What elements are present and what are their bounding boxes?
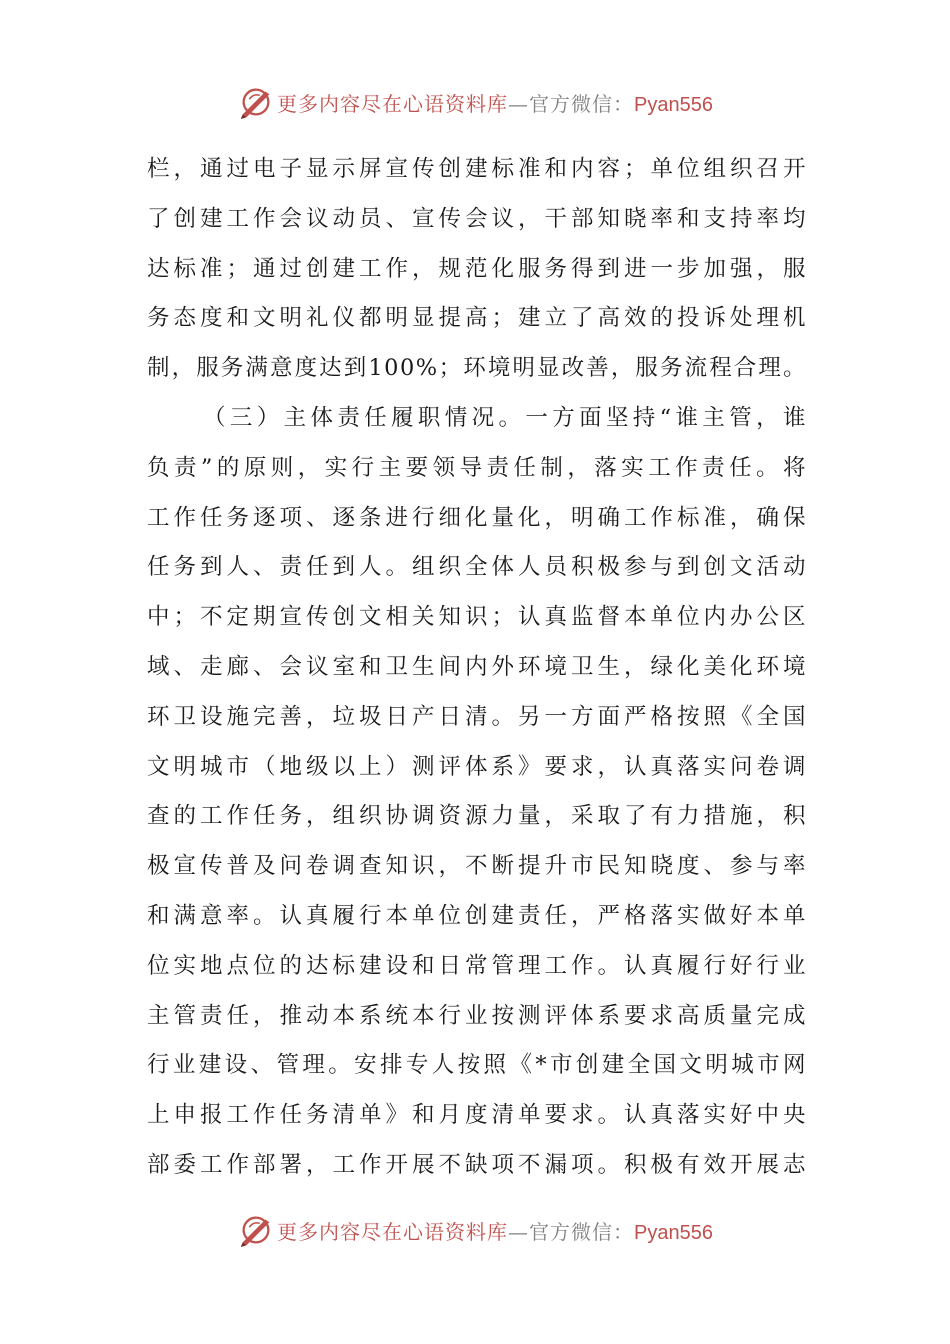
text-line: 达标准；通过创建工作，规范化服务得到进一步加强，服 <box>147 255 807 282</box>
pen-logo-icon <box>237 1211 275 1249</box>
banner-text <box>277 1216 713 1245</box>
text-line: 栏，通过电子显示屏宣传创建标准和内容；单位组织召开 <box>147 156 807 182</box>
text-line: 域、走廊、会议室和卫生间内外环境卫生，绿化美化环境 <box>147 653 807 680</box>
pen-logo-icon <box>237 83 275 121</box>
text-line: 负责”的原则，实行主要领导责任制，落实工作责任。将 <box>147 454 807 481</box>
text-line: 主管责任，推动本系统本行业按测评体系要求高质量完成 <box>147 1002 807 1029</box>
header-banner <box>0 80 950 124</box>
text-line: 上申报工作任务清单》和月度清单要求。认真落实好中央 <box>147 1102 807 1129</box>
text-line: 行业建设、管理。安排专人按照《*市创建全国文明城市网 <box>147 1052 807 1079</box>
banner-wechat-label: —官方微信： <box>508 1219 635 1244</box>
banner-wechat-label: —官方微信： <box>508 91 635 116</box>
paragraph-main-responsibility <box>147 394 807 1191</box>
banner-wechat-id: Pyan556 <box>634 1221 713 1244</box>
text-line: 中；不定期宣传创文相关知识；认真监督本单位内办公区 <box>147 604 807 631</box>
text-line: 了创建工作会议动员、宣传会议，干部知晓率和支持率均 <box>147 205 807 232</box>
text-line: 文明城市（地级以上）测评体系》要求，认真落实问卷调 <box>147 753 807 780</box>
banner-site-name: 更多内容尽在心语资料库 <box>277 1219 509 1244</box>
text-line: 务态度和文明礼仪都明显提高；建立了高效的投诉处理机 <box>147 305 807 332</box>
text-line: 位实地点位的达标建设和日常管理工作。认真履行好行业 <box>147 952 807 979</box>
text-line: 任务到人、责任到人。组织全体人员积极参与到创文活动 <box>147 554 807 581</box>
text-line: 查的工作任务，组织协调资源力量，采取了有力措施，积 <box>147 803 807 830</box>
footer-banner <box>0 1208 950 1252</box>
text-line: （三）主体责任履职情况。一方面坚持“谁主管，谁 <box>203 404 807 431</box>
banner-text <box>277 88 713 117</box>
document-body <box>147 145 807 1191</box>
text-line: 和满意率。认真履行本单位创建责任，严格落实做好本单 <box>147 902 807 929</box>
text-line: 部委工作部署，工作开展不缺项不漏项。积极有效开展志 <box>147 1151 807 1178</box>
text-line: 环卫设施完善，垃圾日产日清。另一方面严格按照《全国 <box>147 703 807 730</box>
paragraph-continuation <box>147 145 807 394</box>
text-line: 制，服务满意度达到100%；环境明显改善，服务流程合理。 <box>147 355 807 382</box>
banner-wechat-id: Pyan556 <box>634 93 713 116</box>
banner-site-name: 更多内容尽在心语资料库 <box>277 91 509 116</box>
text-line: 极宣传普及问卷调查知识，不断提升市民知晓度、参与率 <box>147 853 807 880</box>
text-line: 工作任务逐项、逐条进行细化量化，明确工作标准，确保 <box>147 504 807 531</box>
